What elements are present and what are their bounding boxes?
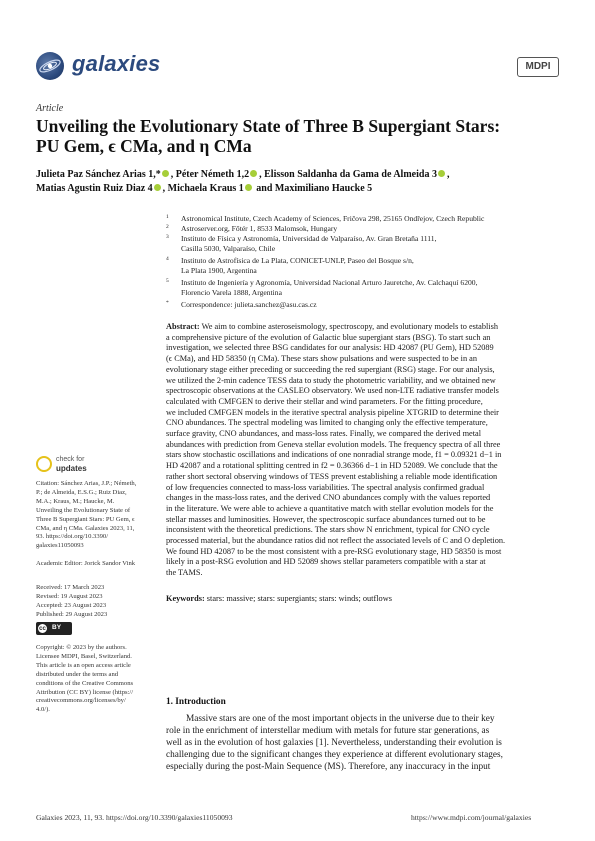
article-type: Article	[36, 103, 64, 114]
keywords-label: Keywords:	[166, 594, 205, 603]
intro-line: Massive stars are one of the most important objects in the universe due to their key	[186, 714, 495, 724]
author-name[interactable]: Julieta Paz Sánchez Arias 1,*	[36, 169, 161, 180]
affiliation-5: 5 Instituto de Ingeniería y Agronomía, Universidad Nacional Arturo Jauretche, Av. Calchaquí 6200, Florencio Varela 1888, Argentina	[166, 278, 478, 297]
author-list	[36, 168, 566, 196]
orcid-icon[interactable]	[245, 184, 252, 191]
affiliation-4: 4 Instituto de Astrofísica de La Plata, CONICET-UNLP, Paseo del Bosque s/n, La Plata 1900, Argentina	[166, 256, 414, 275]
publication-dates: Received: 17 March 2023 Revised: 19 August 2023 Accepted: 23 August 2023 Published: 29 August 2023	[36, 584, 108, 618]
author-name[interactable]: Michaela Kraus 1	[167, 183, 244, 194]
abstract-line: (ϵ CMa), and HD 58350 (η CMa). These stars show pulsations and were suspected to be in an	[166, 354, 478, 364]
abstract-line: Abstract: We aim to combine asteroseismology, spectroscopy, and evolutionary models to establish	[166, 322, 498, 331]
intro-line: especially during the post-Main Sequence (MS). Therefore, any inaccuracy in the input	[166, 762, 491, 773]
authors-line-2: Matias Agustin Ruiz Diaz 4 , Michaela Kraus 1 and Maximiliano Haucke 5	[36, 183, 373, 194]
author-name[interactable]: Matias Agustin Ruiz Diaz 4	[36, 183, 153, 194]
orcid-icon[interactable]	[250, 170, 257, 177]
footer-journal-link[interactable]: https://www.mdpi.com/journal/galaxies	[411, 813, 532, 822]
abstract-line: CNO abundances. The spectral modeling was limited to changing only the effective temperature,	[166, 418, 488, 428]
abstract-line: we utilized the 2-min cadence TESS data to study the photometric variability, and we obtained new	[166, 375, 496, 385]
copyright-block: Copyright: © 2023 by the authors. Licensee MDPI, Basel, Switzerland. This article is an open access article distributed under the terms and conditions of the Creative Commons Attribution (CC BY) license (https:// creativecommons.org/licenses/by/ 4.0/).	[36, 644, 134, 714]
cc-by-label: BY	[52, 624, 62, 631]
academic-editor: Academic Editor: Jorick Sandor Vink	[36, 560, 136, 567]
cc-icon: cc	[37, 623, 48, 634]
abstract-line: changes in the mass-loss rates, and the derived CNO abundances comply with the values reported	[166, 493, 491, 503]
abstract-label: Abstract:	[166, 322, 200, 331]
affiliation-3: 3 Instituto de Física y Astronomía, Universidad de Valparaíso, Av. Gran Bretaña 1111, Casilla 5030, Valparaíso, Chile	[166, 234, 437, 253]
publisher-logo[interactable]: MDPI	[517, 57, 559, 77]
abstract-line: spectroscopic observations at the CASLEO observatory. We used non-LTE radiative transfer models	[166, 386, 499, 396]
abstract-line: abundances with prediction from Geneva stellar evolution models. The frequency spectra of all three	[166, 439, 501, 449]
abstract-line: likely in a post-RSG evolution and HD 52089 shows stellar parameters compatible with a star at	[166, 557, 486, 567]
journal-logo-icon	[36, 52, 64, 80]
abstract-line: rather short sectoral observing windows of TESS prevent establishing a reliable mode identification	[166, 471, 498, 481]
orcid-icon[interactable]	[162, 170, 169, 177]
orcid-icon[interactable]	[154, 184, 161, 191]
abstract	[166, 322, 562, 579]
abstract-line: investigation, we selected three BSG candidates for our analysis: HD 42087 (PU Gem), HD 52089	[166, 343, 494, 353]
orcid-icon[interactable]	[438, 170, 445, 177]
author-name[interactable]: Péter Németh 1,2	[175, 169, 250, 180]
abstract-line: processed material, but the abundance ratios did not reflect the associated levels of C and O depletion.	[166, 536, 506, 546]
section-heading: 1. Introduction	[166, 697, 226, 707]
abstract-line: inconsistent with the theoretical predictions. The stars show N enrichment, typical for CNO cycle	[166, 525, 490, 535]
article-title	[36, 116, 561, 156]
introduction-text	[166, 713, 562, 773]
abstract-line: we included CMFGEN models in the iterative spectral analysis pipeline XTGRID to determine their	[166, 407, 499, 417]
journal-name[interactable]: galaxies	[72, 51, 161, 76]
abstract-line: We found HD 42087 to be the most consistent with a pre-RSG evolutionary stage, HD 58350 is most	[166, 546, 502, 556]
footer-citation[interactable]: Galaxies 2023, 11, 93. https://doi.org/10.3390/galaxies11050093	[36, 813, 233, 822]
abstract-line: of low frequencies connected to mass-loss variabilities. The spectral analysis confirmed gradual	[166, 482, 485, 492]
intro-line: role in the enrichment of interstellar medium with metals for future star generations, as	[166, 726, 490, 737]
check-updates-label[interactable]: updates	[56, 464, 87, 473]
abstract-line: stars show stochastic oscillations and indications of one nonradial strange mode, f1 = 0.09321 d−1 in	[166, 450, 502, 460]
intro-line: well as in the evolution of host galaxies [1]. Nevertheless, understanding their evolution is	[166, 738, 502, 749]
author-name[interactable]: and Maximiliano Haucke 5	[256, 183, 373, 194]
authors-line-1: Julieta Paz Sánchez Arias 1,* , Péter Németh 1,2 , Elisson Saldanha da Gama de Almeida 3 ,	[36, 169, 450, 180]
check-updates-label[interactable]: check for	[56, 456, 85, 463]
abstract-line: in the literature. We were able to achieve a quantitative match with stellar evolution models for the	[166, 503, 494, 513]
author-name[interactable]: Elisson Saldanha da Gama de Almeida 3	[264, 169, 437, 180]
title-line-1: Unveiling the Evolutionary State of Three B Supergiant Stars:	[36, 116, 501, 136]
intro-line: challenging due to the significant changes they experience at different evolutionary stages,	[166, 750, 503, 761]
keywords: Keywords: stars: massive; stars: supergiants; stars: winds; outflows	[166, 594, 392, 603]
abstract-line: evolutionary stage either preceding or succeeding the red supergiant (RSG) stage. For our analysis,	[166, 364, 495, 374]
abstract-line: surface gravity, CNO abundances, and mass-loss rates. Finally, we compared the derived metal	[166, 429, 482, 439]
author-separator: ,	[446, 169, 450, 180]
citation-block: Citation: Sánchez Arias, J.P.; Németh, P.; de Almeida, E.S.G.; Ruiz Diaz, M.A.; Kraus, M.; Haucke, M. Unveiling the Evolutionary State of Three B Supergiant Stars: PU Gem, ϵ CMa, and η CMa. Galaxies 2023, 11, 93. https://doi.org/10.3390/ galaxies11050093	[36, 480, 137, 550]
abstract-line: a comprehensive picture of the evolution of Galactic blue supergiant stars (BSG). To start such an	[166, 332, 491, 342]
check-updates-icon[interactable]	[36, 456, 52, 472]
title-line-2: PU Gem, ϵ CMa, and η CMa	[36, 136, 252, 156]
abstract-line: calculated with CMFGEN to derive their stellar and wind parameters. For the fitting procedure,	[166, 396, 483, 406]
abstract-line: HD 42087 and a rotational splitting centred in f2 = 0.36366 d−1 in HD 52089. We conclude that the	[166, 461, 498, 471]
abstract-line: the TAMS.	[166, 568, 203, 578]
abstract-line: stellar masses and luminosities. However, the spectroscopic surface abundances turned out to be	[166, 514, 486, 524]
